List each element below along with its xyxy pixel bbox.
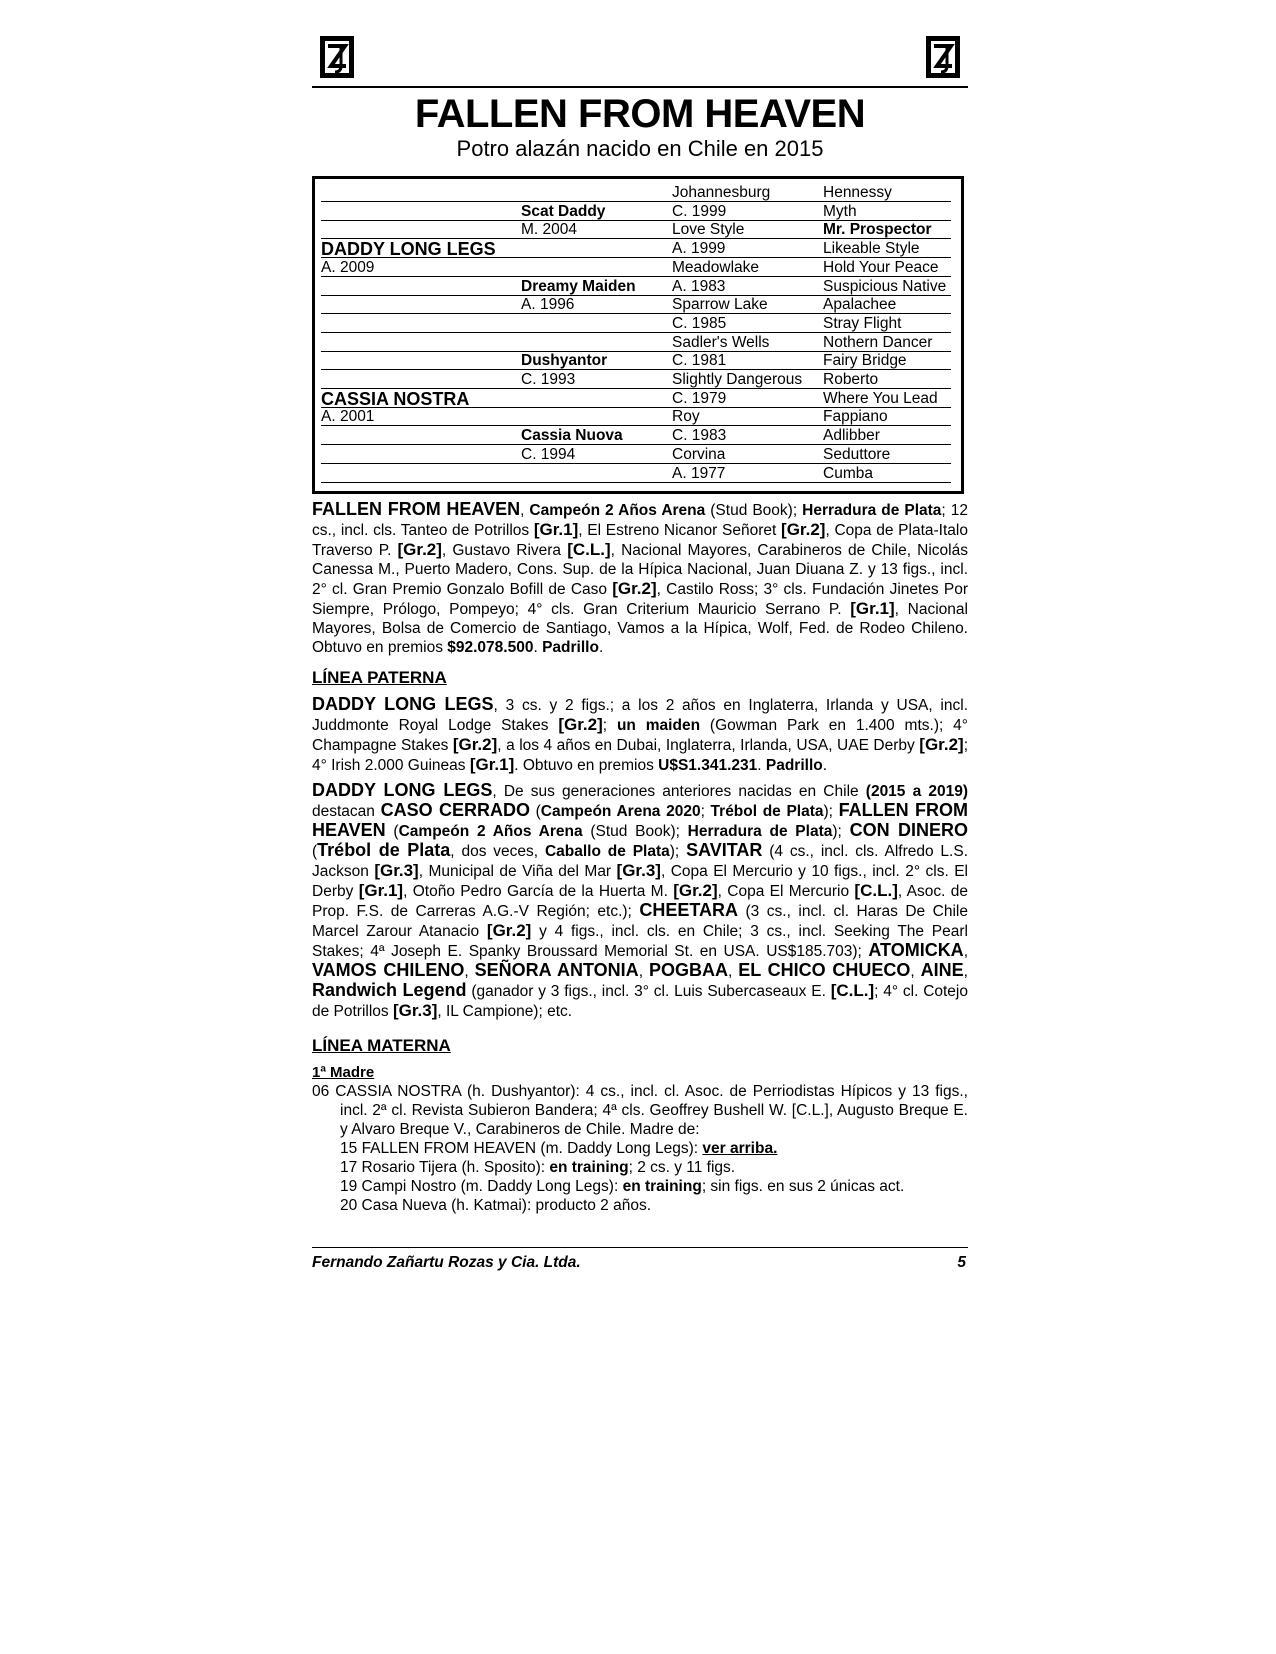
pedigree-cell: Corvina bbox=[672, 445, 726, 463]
intro-paragraph bbox=[312, 500, 968, 657]
bold-text: Campeón Arena 2020 bbox=[540, 803, 701, 820]
offspring-item bbox=[312, 1196, 968, 1215]
text-run: (m. Daddy Long Legs): bbox=[536, 1140, 703, 1157]
text-run: 20 Casa Nueva (h. Katmai): producto 2 años. bbox=[340, 1197, 652, 1214]
grade-badge: [Gr.2] bbox=[612, 579, 657, 598]
pedigree-cell: Nothern Dancer bbox=[823, 333, 933, 351]
section-heading-paterna: LÍNEA PATERNA bbox=[312, 668, 447, 687]
bold-text: (2015 a 2019) bbox=[865, 783, 968, 800]
pedigree-cell: Dushyantor bbox=[521, 352, 608, 370]
grade-badge: [Gr.1] bbox=[469, 755, 515, 774]
text-run: . bbox=[822, 757, 828, 774]
text-run: y 4 figs., incl. cls. en Chile; 3 cs., incl. Seeking The Pearl Stakes; 4ª Joseph E. Spanky Broussard Memorial St. en USA. US$185.703); bbox=[312, 923, 968, 960]
bold-text: Caballo de Plata bbox=[544, 843, 670, 860]
pedigree-cell: C. 1983 bbox=[672, 427, 727, 445]
pedigree-cell: A. 1999 bbox=[672, 240, 726, 258]
offspring-item bbox=[312, 1158, 968, 1177]
pedigree-cell: Apalachee bbox=[823, 296, 897, 314]
grade-badge: [Gr.2] bbox=[397, 540, 442, 559]
horse-name: Trébol de Plata bbox=[317, 840, 451, 860]
grade-badge: [Gr.2] bbox=[919, 735, 964, 754]
pedigree-cell: Sadler's Wells bbox=[672, 333, 770, 351]
bold-text: Herradura de Plata bbox=[687, 823, 833, 840]
page bbox=[312, 30, 968, 1215]
pedigree-cell: Hold Your Peace bbox=[823, 258, 939, 276]
pedigree-row bbox=[321, 238, 951, 258]
bold-text: Trébol de Plata bbox=[710, 803, 824, 820]
pedigree-row bbox=[321, 425, 951, 445]
text-run: (4 cs., incl. cls. Alfredo L.S. Jackson bbox=[312, 843, 969, 880]
pedigree-cell: C. 1994 bbox=[521, 445, 576, 463]
horse-name: AINE bbox=[920, 960, 964, 980]
text-run: ); bbox=[669, 843, 687, 860]
grade-badge: [C.L.] bbox=[854, 881, 898, 900]
text-run: . bbox=[598, 639, 604, 656]
pedigree-cell: Roy bbox=[672, 408, 700, 426]
pedigree-cell: Fairy Bridge bbox=[823, 352, 907, 370]
offspring-item bbox=[312, 1177, 968, 1196]
text-run: . bbox=[757, 757, 766, 774]
text-run: , Copa El Mercurio bbox=[717, 883, 855, 900]
pedigree-row bbox=[321, 313, 951, 333]
text-run: (h. Dushyantor): 4 cs., incl. cl. Asoc. de Perriodistas Hípicos y 13 figs., incl. 2ª cl. Revista Subieron Bandera; 4ª cls. Geoffrey Bushell W. bbox=[340, 1083, 968, 1119]
text-run: , Gustavo Rivera bbox=[441, 542, 568, 559]
grade-badge: [C.L.] bbox=[791, 1102, 829, 1119]
pedigree-cell: Hennessy bbox=[823, 184, 892, 201]
text-run: ( bbox=[312, 843, 318, 860]
bold-text: en training bbox=[622, 1178, 702, 1195]
horse-name: FALLEN FROM HEAVEN bbox=[312, 499, 521, 519]
section-heading-materna: LÍNEA MATERNA bbox=[312, 1036, 451, 1055]
text-run: ; 4° cl. Cotejo de Potrillos bbox=[312, 983, 968, 1020]
text-run: , bbox=[728, 963, 739, 980]
pedigree-cell: Myth bbox=[823, 202, 857, 220]
bold-text: Campeón 2 Años Arena bbox=[398, 823, 583, 840]
pedigree-cell: Slightly Dangerous bbox=[672, 371, 803, 388]
pedigree-cell: A. 1996 bbox=[521, 296, 575, 314]
grade-badge: [Gr.1] bbox=[358, 881, 404, 900]
pedigree-cell: A. 1977 bbox=[672, 464, 726, 482]
pedigree-cell: C. 1993 bbox=[521, 371, 576, 388]
bold-text: en training bbox=[549, 1159, 629, 1176]
horse-name: EL CHICO CHUECO bbox=[738, 960, 911, 980]
grade-badge: [C.L.] bbox=[567, 540, 611, 559]
text-run: ; 2 cs. y 11 figs. bbox=[628, 1159, 736, 1176]
grade-badge: [Gr.3] bbox=[616, 861, 661, 880]
pedigree-row bbox=[321, 406, 951, 426]
pedigree-row bbox=[321, 388, 951, 408]
text-run: , a los 4 años en Dubai, Inglaterra, Irlanda, USA, UAE Derby bbox=[497, 737, 920, 754]
horse-name: CON DINERO bbox=[849, 820, 969, 840]
pedigree-cell: Cumba bbox=[823, 464, 873, 482]
text-run: , bbox=[638, 963, 649, 980]
pedigree-cell: C. 1981 bbox=[672, 352, 727, 370]
pedigree-cell: C. 1985 bbox=[672, 314, 727, 332]
horse-name: FALLEN FROM HEAVEN bbox=[361, 1140, 537, 1157]
offspring-item bbox=[312, 1139, 968, 1158]
paterna-paragraph-1 bbox=[312, 695, 968, 775]
text-run: , Otoño Pedro García de la Huerta M. bbox=[403, 883, 674, 900]
pedigree-cell: CASSIA NOSTRA bbox=[321, 388, 470, 409]
text-run: , Copa de Plata-Italo Traverso P. bbox=[312, 522, 968, 559]
horse-name: CASO CERRADO bbox=[380, 800, 530, 820]
pedigree-row bbox=[321, 463, 951, 483]
grade-badge: [Gr.3] bbox=[392, 1001, 438, 1020]
pedigree-row bbox=[321, 369, 951, 389]
bold-text: Campeón 2 Años Arena bbox=[529, 502, 706, 519]
text-run: , bbox=[464, 963, 475, 980]
text-run: , Copa El Mercurio y 10 figs., incl. 2° cls. El Derby bbox=[312, 863, 968, 900]
text-run: (ganador y 3 figs., incl. 3° cl. Luis Subercaseaux E. bbox=[466, 983, 831, 1000]
pedigree-row bbox=[321, 276, 951, 296]
text-run: ; 12 cs., incl. cls. Tanteo de Potrillos bbox=[312, 502, 968, 539]
grade-badge: [C.L.] bbox=[830, 981, 875, 1000]
horse-name: VAMOS CHILENO bbox=[312, 960, 465, 980]
grade-badge: [Gr.2] bbox=[558, 715, 603, 734]
pedigree-table bbox=[312, 176, 964, 494]
horse-subtitle: Potro alazán nacido en Chile en 2015 bbox=[456, 136, 824, 161]
pedigree-cell: A. 2009 bbox=[321, 258, 375, 276]
pedigree-cell: DADDY LONG LEGS bbox=[321, 239, 496, 260]
pedigree-cell: Fappiano bbox=[823, 408, 888, 426]
horse-name-title: FALLEN FROM HEAVEN bbox=[414, 92, 866, 136]
text-run: , 3 cs. y 2 figs.; a los 2 años en Inglaterra, Irlanda y USA, incl. Juddmonte Royal Lodge Stakes bbox=[312, 697, 968, 734]
paterna-paragraph-2 bbox=[312, 781, 968, 1021]
text-run: ( bbox=[385, 823, 399, 840]
bold-text: Padrillo bbox=[765, 757, 823, 774]
pedigree-row bbox=[321, 332, 951, 352]
pedigree-cell: Meadowlake bbox=[672, 258, 760, 276]
text-run: , Nacional Mayores, Carabineros de Chile, Nicolás Canessa M., Puerto Madero, Cons. Sup. de la Hípica Nacional, Juan Diuana Z. y 13 figs., incl. 2° cl. Gran Premio Gonzalo Bofill de Caso bbox=[312, 542, 968, 598]
text-run: destacan bbox=[312, 803, 381, 820]
dam-entry bbox=[312, 1082, 968, 1139]
pedigree-cell: C. 1979 bbox=[672, 389, 727, 407]
pedigree-cell: Dreamy Maiden bbox=[521, 277, 636, 295]
pedigree-cell: Cassia Nuova bbox=[521, 427, 623, 445]
pedigree-row bbox=[321, 182, 951, 202]
grade-badge: [Gr.2] bbox=[673, 881, 718, 900]
first-dam-heading: 1ª Madre bbox=[312, 1064, 375, 1081]
fz-logo-icon bbox=[314, 32, 360, 82]
text-run: . Obtuvo en premios bbox=[514, 757, 659, 774]
page-footer bbox=[312, 1247, 968, 1272]
horse-name: DADDY LONG LEGS bbox=[312, 694, 494, 714]
pedigree-row bbox=[321, 294, 951, 314]
grade-badge: [Gr.2] bbox=[452, 735, 498, 754]
pedigree-row bbox=[321, 350, 951, 370]
pedigree-row bbox=[321, 444, 951, 464]
horse-name: Randwich Legend bbox=[312, 980, 467, 1000]
horse-name: POGBAA bbox=[648, 960, 728, 980]
text-run: ( bbox=[529, 803, 541, 820]
pedigree-cell: M. 2004 bbox=[521, 221, 578, 239]
text-run: ; sin figs. en sus 2 únicas act. bbox=[701, 1178, 905, 1195]
text-run: . bbox=[533, 639, 543, 656]
pedigree-cell: Mr. Prospector bbox=[823, 221, 932, 239]
text-run: , bbox=[910, 963, 921, 980]
grade-badge: [Gr.2] bbox=[486, 921, 532, 940]
text-run: ); bbox=[823, 803, 839, 820]
pedigree-cell: Scat Daddy bbox=[521, 202, 606, 220]
horse-name: ATOMICKA bbox=[868, 940, 964, 960]
text-run: ; bbox=[700, 803, 711, 820]
text-run: ; 4° Irish 2.000 Guineas bbox=[312, 737, 968, 774]
bold-text: un maiden bbox=[616, 717, 701, 734]
bold-text: Herradura de Plata bbox=[802, 502, 942, 519]
pedigree-cell: A. 2001 bbox=[321, 408, 375, 426]
pedigree-cell: A. 1983 bbox=[672, 277, 726, 295]
pedigree-row bbox=[321, 257, 951, 277]
text-run: (Stud Book); bbox=[582, 823, 688, 840]
pedigree-cell: Stray Flight bbox=[823, 314, 902, 332]
text-run: (3 cs., incl. cl. Haras De Chile Marcel Zarour Atanacio bbox=[312, 903, 968, 940]
offspring-list bbox=[312, 1139, 968, 1215]
pedigree-row bbox=[321, 201, 951, 221]
text-run: , Augusto Breque E. y Alvaro Breque V., Carabineros de Chile. Madre de: bbox=[340, 1102, 968, 1138]
text-run: , dos veces, bbox=[450, 843, 545, 860]
footer-company: Fernando Zañartu Rozas y Cia. Ltda. bbox=[312, 1254, 581, 1271]
text-run: 19 Campi Nostro (m. Daddy Long Legs): bbox=[340, 1178, 623, 1195]
text-run: , Castilo Ross; 3° cls. Fundación Jinetes Por Siempre, Prólogo, Pompeyo; 4° cls. Gran Criterium Mauricio Serrano P. bbox=[312, 581, 969, 618]
pedigree-cell: Johannesburg bbox=[672, 184, 771, 201]
horse-name: SAVITAR bbox=[686, 840, 763, 860]
text-run: (Stud Book); bbox=[705, 502, 803, 519]
horse-name: DADDY LONG LEGS bbox=[312, 780, 493, 800]
text-run: 15 bbox=[340, 1140, 362, 1157]
grade-badge: [Gr.2] bbox=[781, 520, 826, 539]
dam-list bbox=[312, 1063, 968, 1215]
text-run: ); bbox=[832, 823, 850, 840]
text-run: , bbox=[963, 943, 968, 960]
text-run: , IL Campione); etc. bbox=[437, 1003, 573, 1020]
bold-text: Padrillo bbox=[542, 639, 599, 656]
text-run: , bbox=[520, 502, 530, 519]
pedigree-cell: Where You Lead bbox=[823, 389, 938, 407]
pedigree-cell: C. 1999 bbox=[672, 202, 727, 220]
text-run: 17 Rosario Tijera (h. Sposito): bbox=[340, 1159, 550, 1176]
horse-name: SEÑORA ANTONIA bbox=[474, 960, 639, 980]
pedigree-row bbox=[321, 219, 951, 239]
pedigree-cell: Sparrow Lake bbox=[672, 296, 768, 314]
pedigree-cell: Suspicious Native bbox=[823, 277, 947, 295]
grade-badge: [Gr.3] bbox=[374, 861, 419, 880]
page-number: 5 bbox=[957, 1254, 966, 1271]
pedigree-cell: Love Style bbox=[672, 221, 745, 239]
bold-text: U$S1.341.231 bbox=[658, 757, 758, 774]
bold-text: $92.078.500 bbox=[447, 639, 534, 656]
text-run: , Nacional Mayores, Bolsa de Comercio de Santiago, Vamos a la Hípica, Wolf, Fed. de Rodeo Chileno. Obtuvo en premios bbox=[312, 601, 968, 656]
text-run: (Gowman Park en 1.400 mts.); 4° Champagne Stakes bbox=[312, 717, 968, 754]
text-run: 06 bbox=[312, 1083, 336, 1100]
pedigree-cell: Seduttore bbox=[823, 445, 891, 463]
horse-name: FALLEN FROM HEAVEN bbox=[312, 800, 968, 840]
pedigree-cell: Roberto bbox=[823, 371, 879, 388]
grade-badge: [Gr.1] bbox=[533, 520, 579, 539]
text-run: , Municipal de Viña del Mar bbox=[418, 863, 617, 880]
text-run: , De sus generaciones anteriores nacidas en Chile bbox=[492, 783, 866, 800]
pedigree-cell: Adlibber bbox=[823, 427, 880, 445]
ver-arriba-link[interactable]: ver arriba. bbox=[702, 1140, 778, 1157]
text-run: , bbox=[963, 963, 968, 980]
text-run: , El Estreno Nicanor Señoret bbox=[578, 522, 782, 539]
horse-name: CASSIA NOSTRA bbox=[335, 1083, 461, 1100]
pedigree-cell: Likeable Style bbox=[823, 240, 920, 258]
text-run: , Asoc. de Prop. F.S. de Carreras A.G.-V Región; etc.); bbox=[312, 883, 968, 920]
text-run: ; bbox=[602, 717, 617, 734]
grade-badge: [Gr.1] bbox=[850, 599, 895, 618]
page-header bbox=[312, 30, 968, 88]
horse-name: CHEETARA bbox=[639, 900, 739, 920]
fz-logo-icon bbox=[920, 32, 966, 82]
